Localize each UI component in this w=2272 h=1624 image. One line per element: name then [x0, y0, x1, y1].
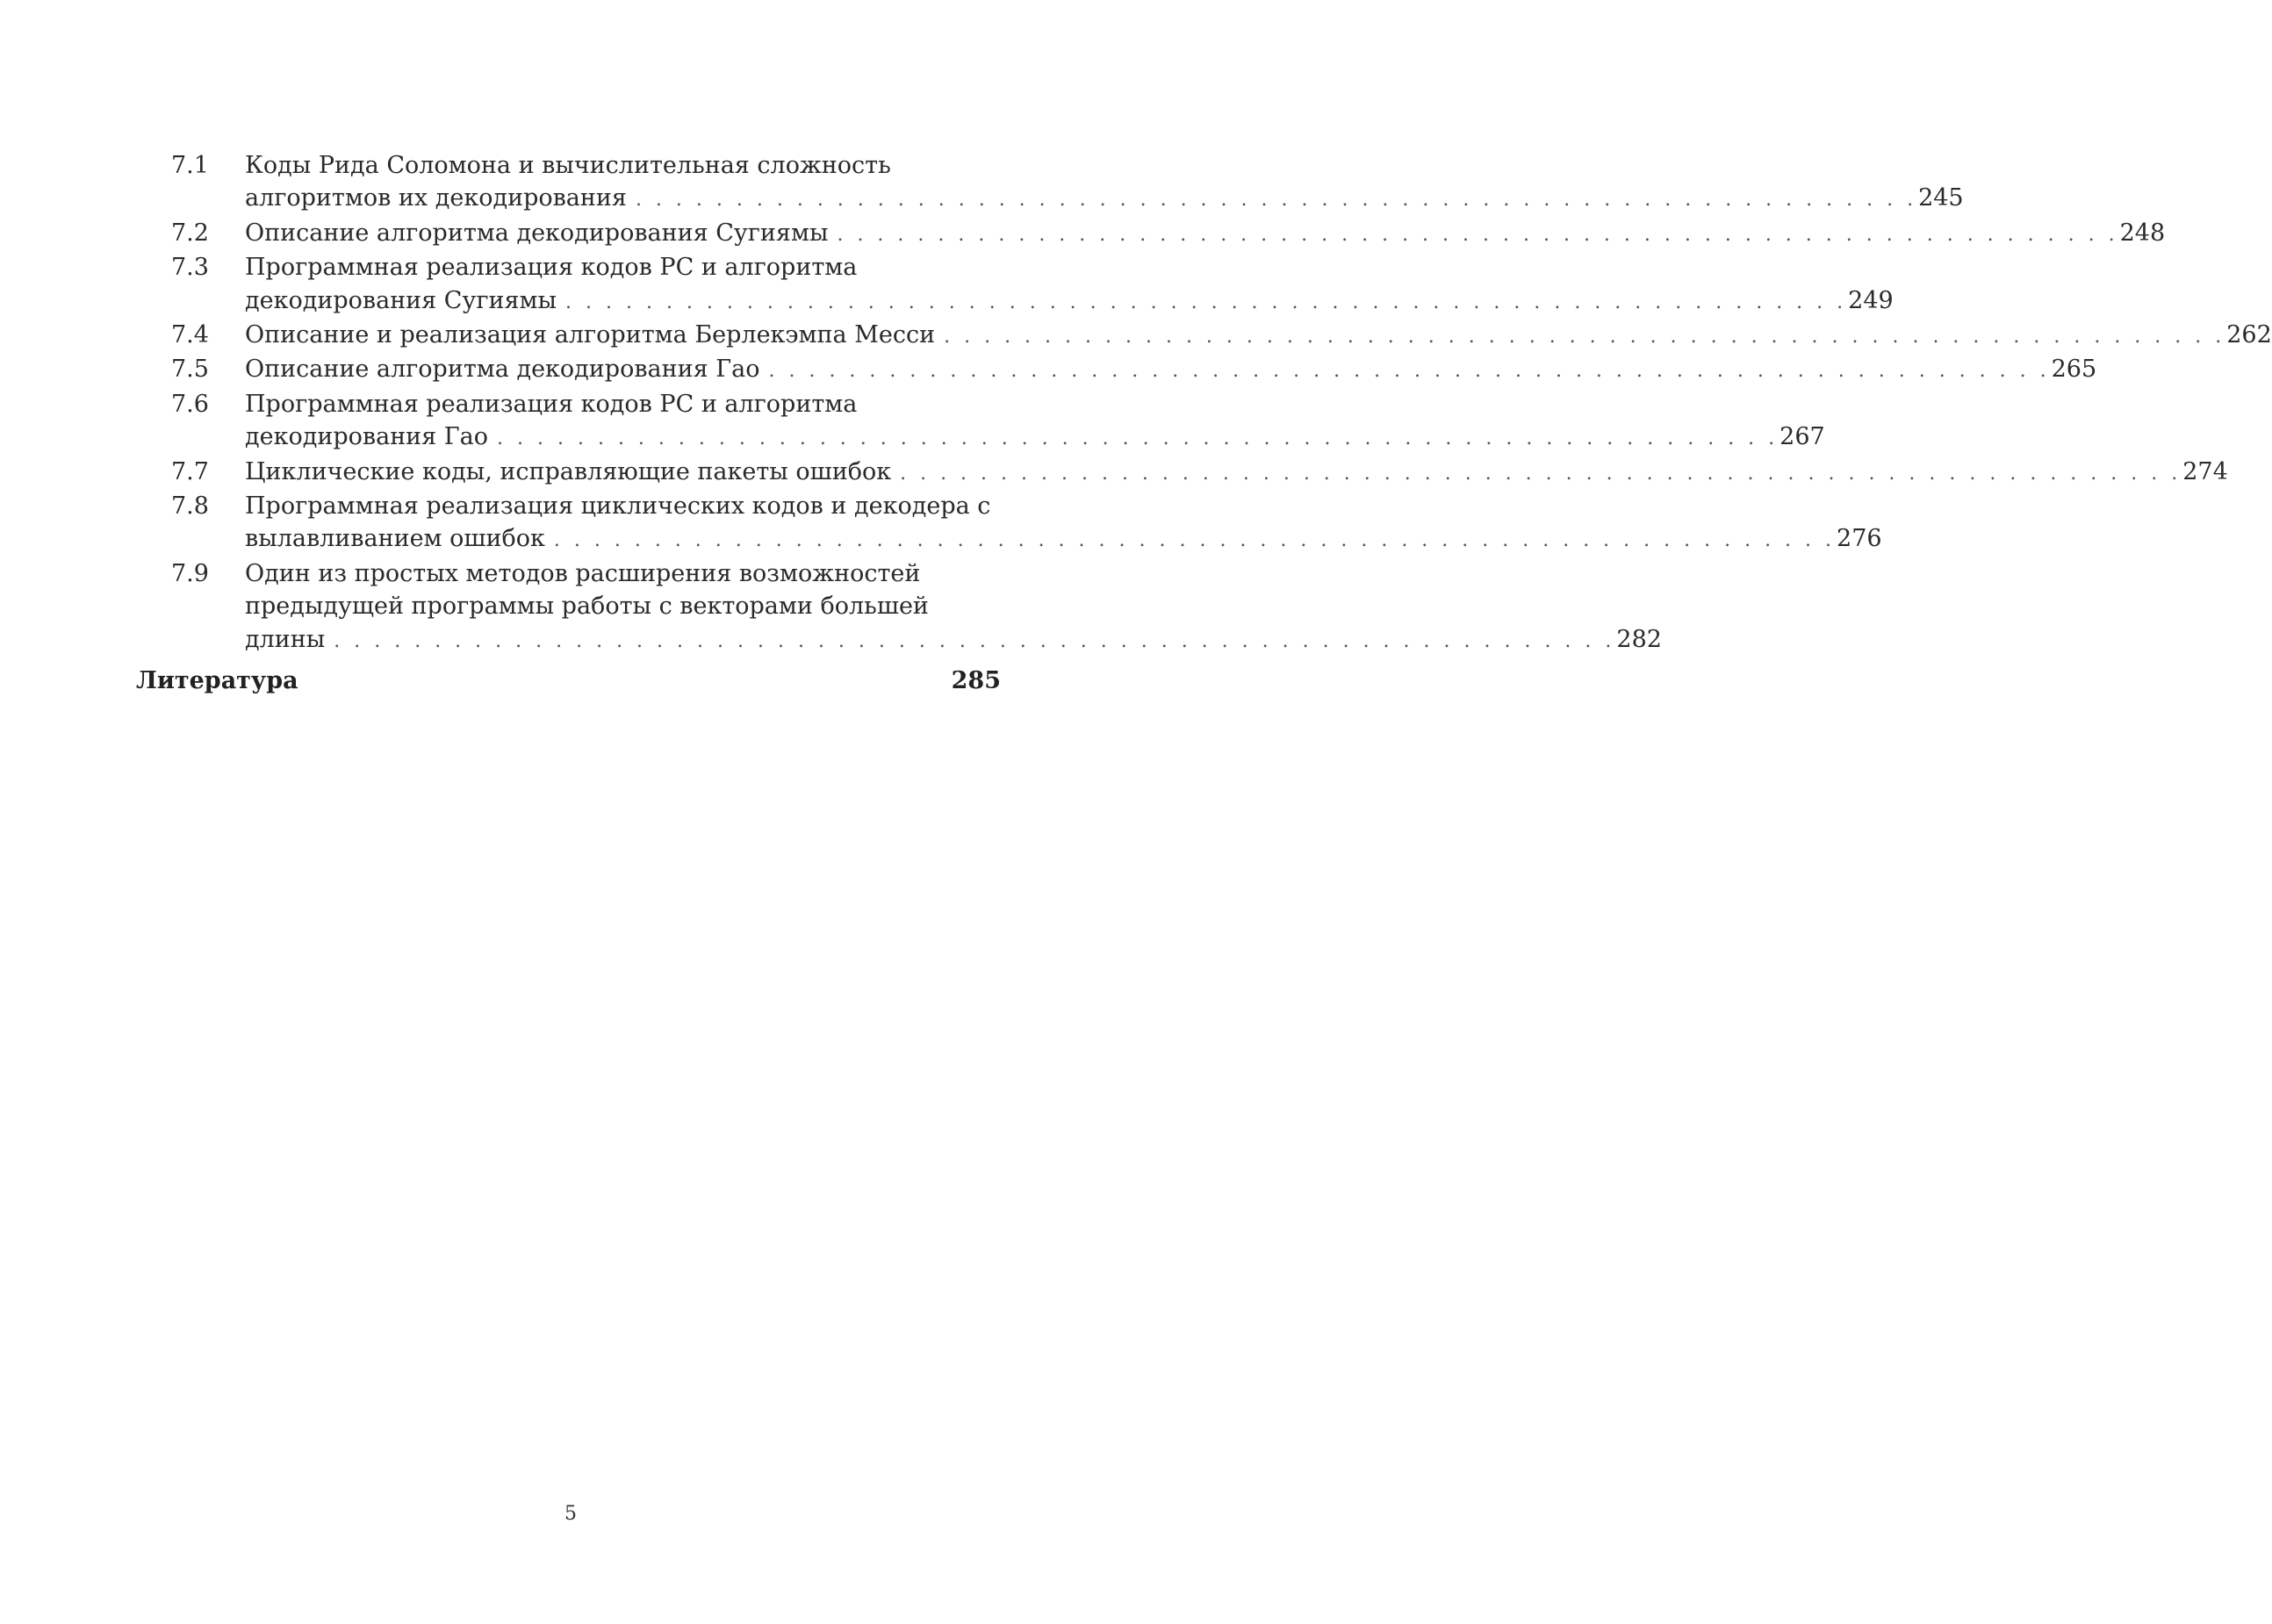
page-number: 265 [2051, 356, 2097, 384]
entry-body [245, 217, 2164, 251]
entry-line-last [245, 420, 1823, 455]
dot-leader [891, 457, 2182, 490]
entry-title: Описание алгоритма декодирования Сугиямы [245, 219, 829, 247]
toc-entry-bibliography[interactable] [136, 665, 1001, 697]
entry-title: Программная реализация кодов РС и алгоритма [245, 390, 858, 418]
dot-leader [545, 524, 1837, 557]
entry-title: Описание и реализация алгоритма Берлекэмпа Месси [245, 321, 936, 349]
entry-title: вылавливанием ошибок [245, 525, 545, 553]
toc-entry-7-6[interactable] [136, 388, 1825, 456]
entry-line-last [245, 319, 2270, 353]
dot-leader [828, 219, 2119, 251]
entry-line [245, 149, 1962, 182]
entry-number: 7.9 [171, 559, 209, 587]
dot-leader [759, 355, 2051, 387]
entry-line [245, 388, 1823, 420]
page-number: 245 [1918, 184, 1964, 212]
entry-number: 7.5 [171, 356, 209, 384]
entry-body [245, 251, 1892, 319]
page-number: 248 [2119, 219, 2166, 247]
entry-body [245, 353, 2096, 387]
entry-title: Один из простых методов расширения возможностей [245, 559, 921, 587]
toc-entry-7-1[interactable] [136, 149, 1964, 217]
entry-number: 7.3 [171, 254, 209, 282]
toc-entry-7-9[interactable] [136, 557, 1662, 658]
page-number: 274 [2182, 457, 2228, 485]
entry-title: Программная реализация циклических кодов и декодера с [245, 492, 991, 521]
dot-leader [325, 625, 1616, 658]
entry-body [245, 319, 2270, 353]
entry-line-last [245, 217, 2164, 251]
entry-body [245, 149, 1962, 217]
entry-title: декодирования Гао [245, 423, 489, 451]
entry-title: декодирования Сугиямы [245, 286, 557, 314]
page-number: 282 [1616, 625, 1662, 653]
dot-leader [488, 422, 1779, 455]
entry-title: Циклические коды, исправляющие пакеты ошибок [245, 457, 892, 485]
entry-body [245, 388, 1823, 456]
entry-line-last [245, 284, 1892, 319]
entry-line [245, 490, 1880, 522]
page-number: 276 [1837, 525, 1882, 553]
bibliography-title: Литература [136, 667, 298, 694]
entry-title: Коды Рида Соломона и вычислительная сложность [245, 152, 891, 179]
entry-number: 7.2 [171, 219, 209, 247]
entry-line-last [245, 353, 2096, 387]
entry-title: длины [245, 625, 326, 653]
page-number: 262 [2226, 321, 2272, 349]
toc-entry-7-7[interactable] [136, 456, 2228, 490]
toc-entry-7-4[interactable] [136, 319, 2272, 353]
entry-line [245, 590, 1660, 622]
entry-line-last [245, 522, 1880, 557]
entry-line [245, 557, 1660, 590]
entry-line [245, 251, 1892, 284]
bibliography-page-number: 285 [951, 667, 1001, 694]
entry-line-last [245, 182, 1962, 216]
toc-entry-7-8[interactable] [136, 490, 1882, 557]
dot-leader [557, 286, 1848, 319]
page-number: 249 [1848, 286, 1894, 314]
dot-leader [935, 320, 2226, 353]
entry-number: 7.1 [171, 152, 209, 179]
entry-body [245, 557, 1660, 658]
entry-body [245, 456, 2226, 490]
dot-leader [627, 183, 1918, 216]
page-number: 267 [1779, 423, 1825, 451]
entry-body [245, 490, 1880, 557]
page-folio: 5 [564, 1503, 577, 1525]
entry-title: алгоритмов их декодирования [245, 184, 627, 212]
entry-line-last [245, 623, 1660, 658]
entry-number: 7.7 [171, 457, 209, 485]
toc-entry-7-3[interactable] [136, 251, 1894, 319]
toc-entry-7-5[interactable] [136, 353, 2097, 387]
entry-number: 7.6 [171, 390, 209, 418]
entry-number: 7.8 [171, 492, 209, 521]
entry-title: Описание алгоритма декодирования Гао [245, 356, 760, 384]
entry-line-last [245, 456, 2226, 490]
entry-title: предыдущей программы работы с векторами большей [245, 593, 929, 621]
table-of-contents [136, 149, 2272, 658]
entry-number: 7.4 [171, 321, 209, 349]
toc-entry-7-2[interactable] [136, 217, 2166, 251]
entry-title: Программная реализация кодов РС и алгоритма [245, 254, 858, 282]
